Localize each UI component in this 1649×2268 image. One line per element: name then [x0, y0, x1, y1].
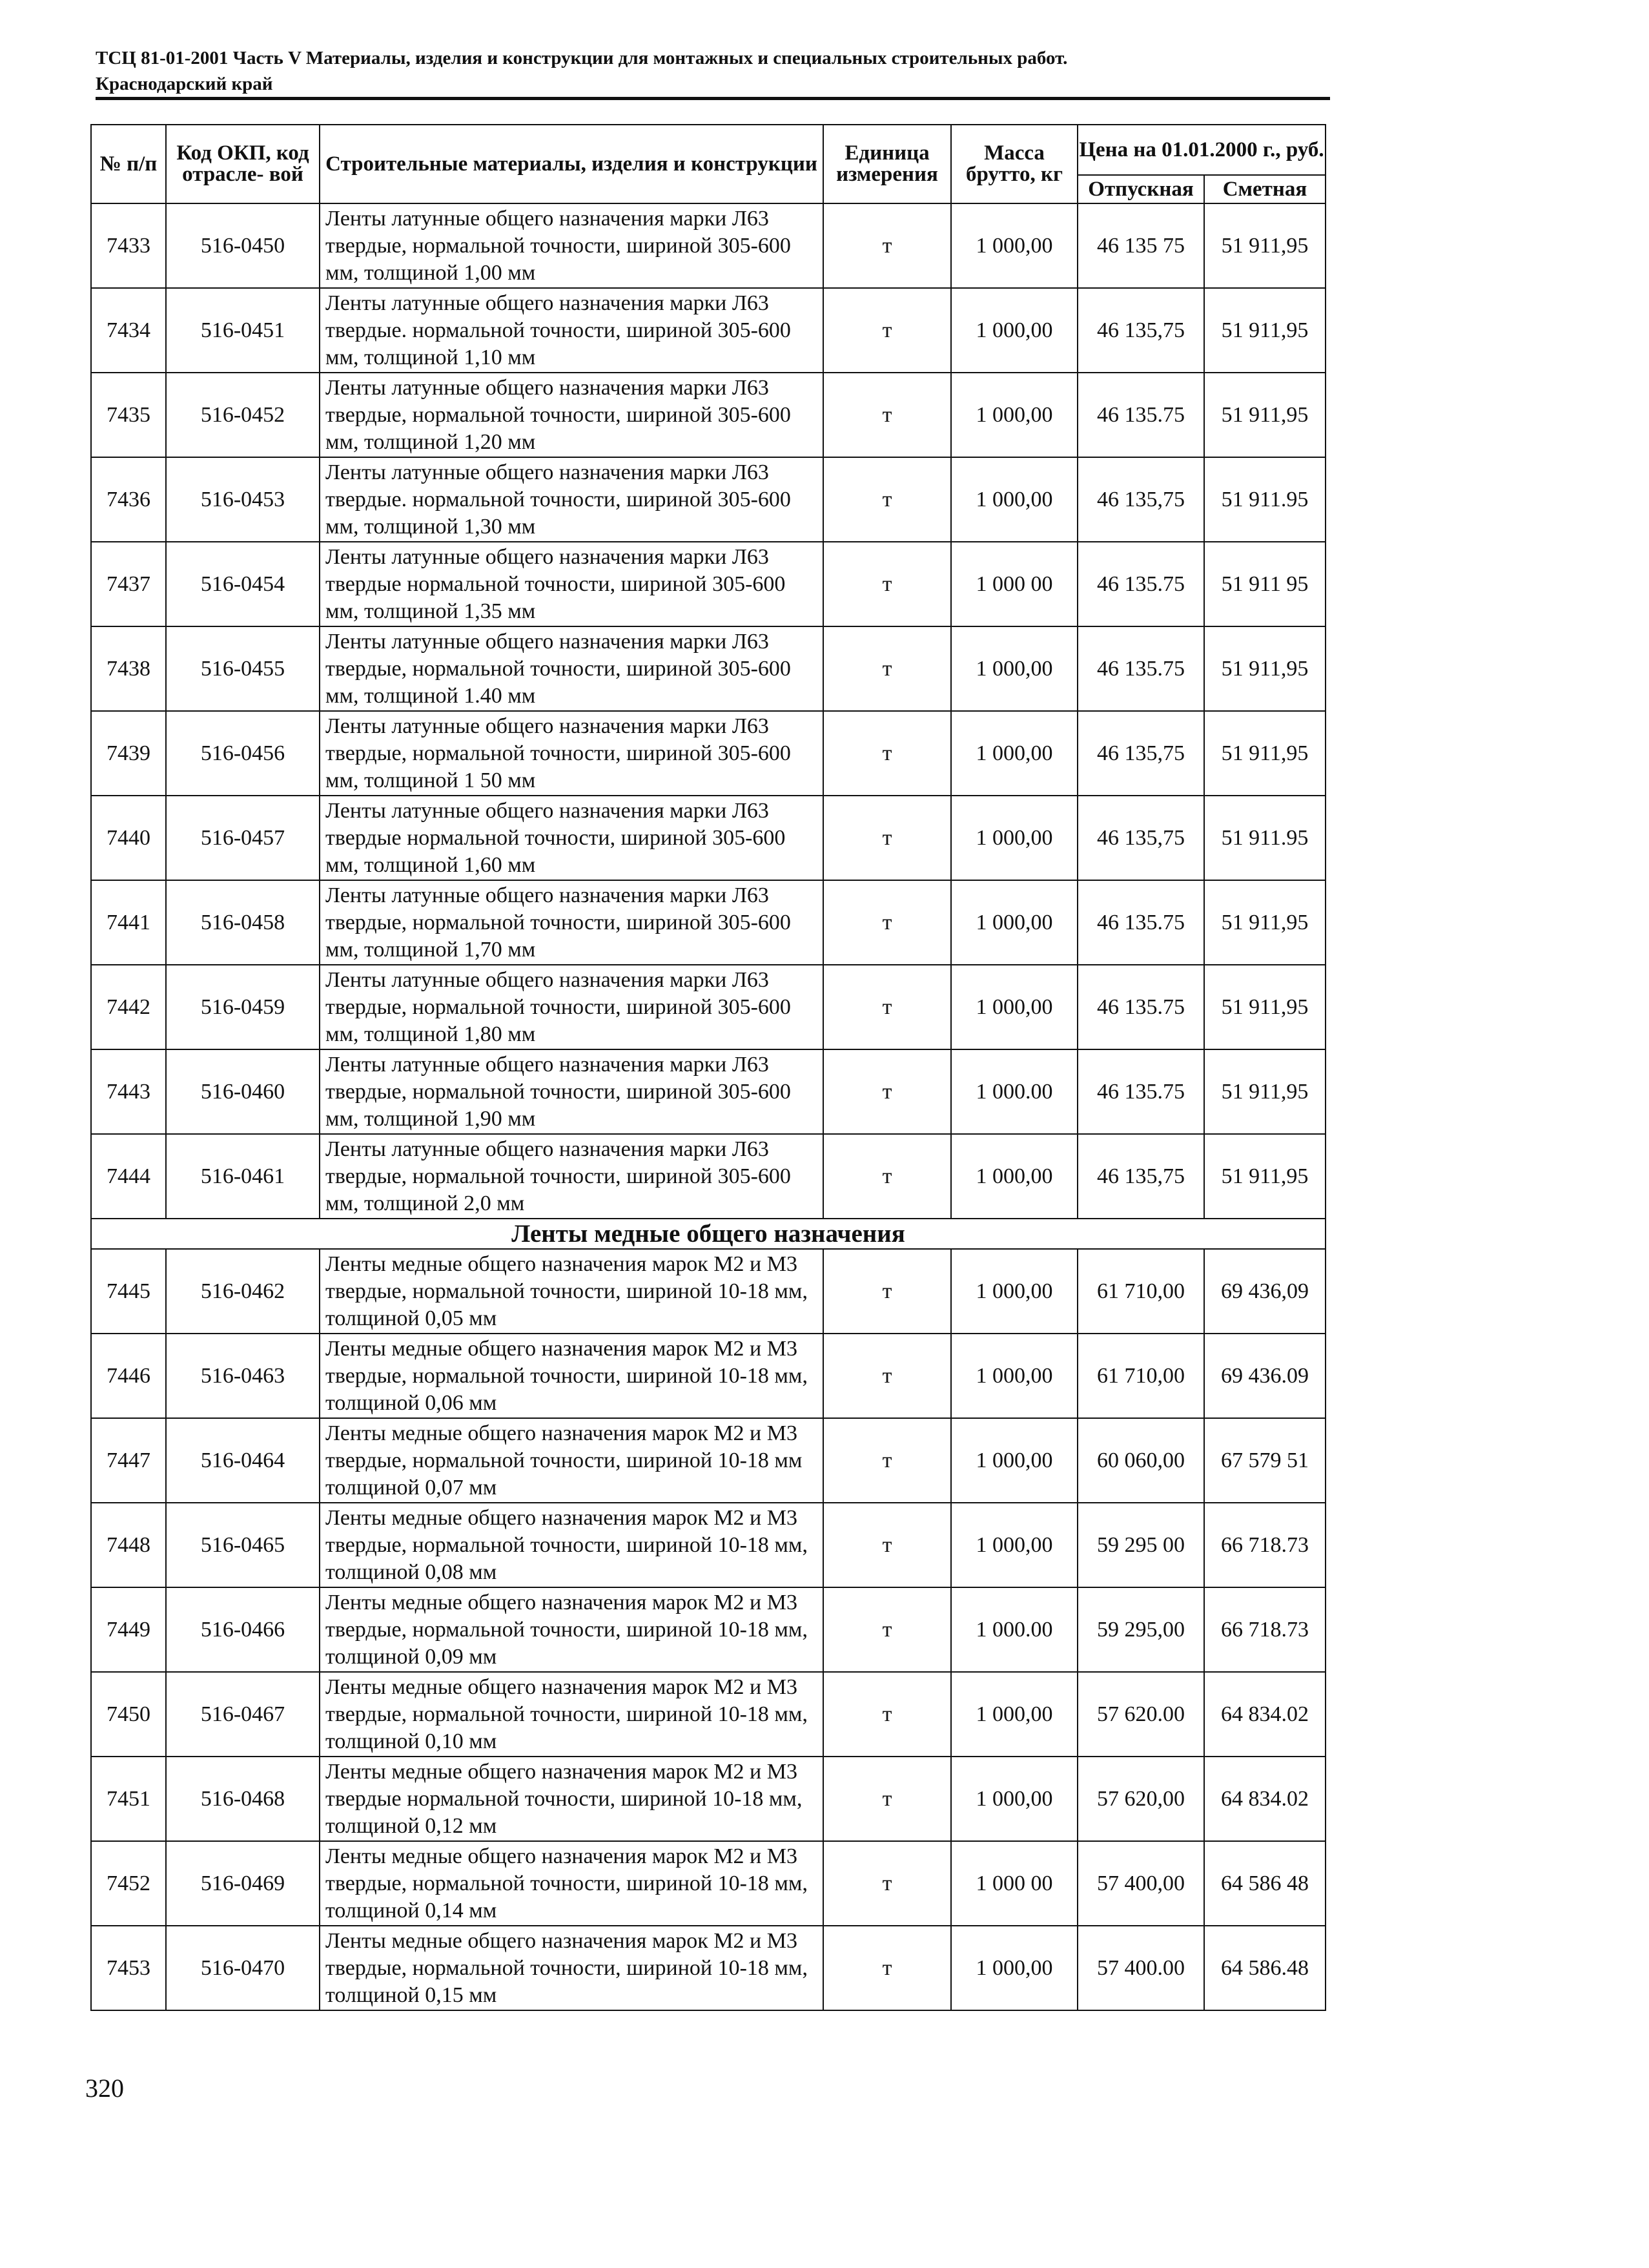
row-release-price: 57 400.00	[1078, 1926, 1204, 2010]
row-description: Ленты латунные общего назначения марки Л63 твердые нормальной точности, шириной 305-600 мм, толщиной 1,35 мм	[320, 542, 823, 626]
row-code: 516-0450	[166, 203, 320, 288]
col-code-header: Код ОКП, код отрасле- вой	[166, 125, 320, 203]
row-release-price: 46 135.75	[1078, 880, 1204, 965]
row-unit: т	[823, 880, 951, 965]
header-line-1: ТСЦ 81-01-2001 Часть V Материалы, изделия и конструкции для монтажных и специальных строительных работ.	[96, 48, 1068, 68]
row-code: 516-0454	[166, 542, 320, 626]
col-mass-header: Масса брутто, кг	[951, 125, 1078, 203]
row-release-price: 57 620,00	[1078, 1757, 1204, 1841]
row-unit: т	[823, 1049, 951, 1134]
row-estimate-price: 66 718.73	[1204, 1503, 1326, 1587]
row-code: 516-0453	[166, 457, 320, 542]
section-copper-rows	[91, 1249, 1326, 2010]
row-unit: т	[823, 1134, 951, 1219]
row-number: 7441	[91, 880, 166, 965]
row-code: 516-0462	[166, 1249, 320, 1334]
table-row	[91, 1334, 1326, 1418]
row-number: 7435	[91, 373, 166, 457]
row-code: 516-0466	[166, 1587, 320, 1672]
row-description: Ленты медные общего назначения марок М2 и М3 твердые, нормальной точности, шириной 10-18 мм, толщиной 0,06 мм	[320, 1334, 823, 1418]
table-row	[91, 457, 1326, 542]
row-release-price: 46 135.75	[1078, 373, 1204, 457]
table-row	[91, 626, 1326, 711]
row-release-price: 61 710,00	[1078, 1249, 1204, 1334]
price-table	[90, 124, 1326, 2011]
row-estimate-price: 51 911,95	[1204, 1134, 1326, 1219]
row-code: 516-0467	[166, 1672, 320, 1757]
row-code: 516-0457	[166, 796, 320, 880]
row-mass: 1 000,00	[951, 796, 1078, 880]
row-code: 516-0470	[166, 1926, 320, 2010]
table-row	[91, 965, 1326, 1049]
row-code: 516-0451	[166, 288, 320, 373]
row-mass: 1 000,00	[951, 1926, 1078, 2010]
row-number: 7452	[91, 1841, 166, 1926]
row-description: Ленты латунные общего назначения марки Л63 твердые нормальной точности, шириной 305-600 мм, толщиной 1,60 мм	[320, 796, 823, 880]
row-unit: т	[823, 542, 951, 626]
row-release-price: 46 135,75	[1078, 457, 1204, 542]
header-rule	[96, 97, 1330, 100]
row-release-price: 57 620.00	[1078, 1672, 1204, 1757]
col-price-header: Цена на 01.01.2000 г., руб.	[1078, 125, 1326, 175]
row-code: 516-0456	[166, 711, 320, 796]
row-number: 7443	[91, 1049, 166, 1134]
row-estimate-price: 51 911,95	[1204, 880, 1326, 965]
table-row	[91, 1134, 1326, 1219]
row-release-price: 46 135 75	[1078, 203, 1204, 288]
row-unit: т	[823, 373, 951, 457]
row-mass: 1 000.00	[951, 1587, 1078, 1672]
row-description: Ленты латунные общего назначения марки Л63 твердые, нормальной точности, шириной 305-600 мм, толщиной 1,80 мм	[320, 965, 823, 1049]
row-release-price: 46 135.75	[1078, 965, 1204, 1049]
section-title-group	[91, 1219, 1326, 1249]
table-row	[91, 1418, 1326, 1503]
row-code: 516-0460	[166, 1049, 320, 1134]
row-description: Ленты латунные общего назначения марки Л63 твердые, нормальной точности, шириной 305-600 мм, толщиной 1,90 мм	[320, 1049, 823, 1134]
row-code: 516-0455	[166, 626, 320, 711]
row-description: Ленты медные общего назначения марок М2 и М3 твердые нормальной точности, шириной 10-18 мм, толщиной 0,12 мм	[320, 1757, 823, 1841]
table-row	[91, 796, 1326, 880]
row-description: Ленты медные общего назначения марок М2 и М3 твердые, нормальной точности, шириной 10-18 мм, толщиной 0,14 мм	[320, 1841, 823, 1926]
row-estimate-price: 51 911,95	[1204, 203, 1326, 288]
row-code: 516-0464	[166, 1418, 320, 1503]
row-estimate-price: 64 834.02	[1204, 1757, 1326, 1841]
row-unit: т	[823, 1757, 951, 1841]
header-line-2: Краснодарский край	[96, 74, 273, 94]
row-mass: 1 000,00	[951, 711, 1078, 796]
row-estimate-price: 51 911.95	[1204, 457, 1326, 542]
table-row	[91, 880, 1326, 965]
row-mass: 1 000,00	[951, 1334, 1078, 1418]
row-number: 7450	[91, 1672, 166, 1757]
row-unit: т	[823, 1672, 951, 1757]
row-number: 7437	[91, 542, 166, 626]
row-estimate-price: 64 586 48	[1204, 1841, 1326, 1926]
row-estimate-price: 51 911,95	[1204, 626, 1326, 711]
col-name-header: Строительные материалы, изделия и конструкции	[320, 125, 823, 203]
row-unit: т	[823, 1249, 951, 1334]
col-estimate-header: Сметная	[1204, 175, 1326, 203]
row-unit: т	[823, 1926, 951, 2010]
row-number: 7442	[91, 965, 166, 1049]
row-release-price: 59 295,00	[1078, 1587, 1204, 1672]
row-mass: 1 000 00	[951, 1841, 1078, 1926]
row-mass: 1 000.00	[951, 1049, 1078, 1134]
row-number: 7451	[91, 1757, 166, 1841]
section-title: Ленты медные общего назначения	[91, 1219, 1326, 1249]
row-unit: т	[823, 1503, 951, 1587]
row-mass: 1 000,00	[951, 1134, 1078, 1219]
row-description: Ленты медные общего назначения марок М2 и М3 твердые, нормальной точности, шириной 10-18 мм, толщиной 0,10 мм	[320, 1672, 823, 1757]
row-release-price: 59 295 00	[1078, 1503, 1204, 1587]
row-description: Ленты медные общего назначения марок М2 и М3 твердые, нормальной точности, шириной 10-18 мм, толщиной 0,05 мм	[320, 1249, 823, 1334]
row-estimate-price: 51 911.95	[1204, 796, 1326, 880]
table-row	[91, 373, 1326, 457]
row-description: Ленты латунные общего назначения марки Л63 твердые, нормальной точности, шириной 305-600 мм, толщиной 1.40 мм	[320, 626, 823, 711]
row-release-price: 57 400,00	[1078, 1841, 1204, 1926]
row-mass: 1 000,00	[951, 965, 1078, 1049]
row-estimate-price: 51 911,95	[1204, 711, 1326, 796]
row-number: 7445	[91, 1249, 166, 1334]
row-release-price: 46 135,75	[1078, 711, 1204, 796]
row-estimate-price: 51 911,95	[1204, 288, 1326, 373]
table-row	[91, 1757, 1326, 1841]
row-estimate-price: 64 586.48	[1204, 1926, 1326, 2010]
row-code: 516-0458	[166, 880, 320, 965]
row-unit: т	[823, 203, 951, 288]
row-mass: 1 000,00	[951, 1757, 1078, 1841]
row-description: Ленты латунные общего назначения марки Л63 твердые. нормальной точности, шириной 305-600 мм, толщиной 1,30 мм	[320, 457, 823, 542]
col-unit-header: Единица измерения	[823, 125, 951, 203]
row-description: Ленты медные общего назначения марок М2 и М3 твердые, нормальной точности, шириной 10-18 мм, толщиной 0,08 мм	[320, 1503, 823, 1587]
row-estimate-price: 51 911,95	[1204, 373, 1326, 457]
row-number: 7439	[91, 711, 166, 796]
table-header	[91, 125, 1326, 203]
row-code: 516-0469	[166, 1841, 320, 1926]
row-mass: 1 000,00	[951, 203, 1078, 288]
row-mass: 1 000,00	[951, 288, 1078, 373]
row-description: Ленты латунные общего назначения марки Л63 твердые, нормальной точности, шириной 305-600 мм, толщиной 1,20 мм	[320, 373, 823, 457]
row-release-price: 46 135,75	[1078, 1134, 1204, 1219]
row-description: Ленты медные общего назначения марок М2 и М3 твердые, нормальной точности, шириной 10-18 мм толщиной 0,07 мм	[320, 1418, 823, 1503]
row-mass: 1 000,00	[951, 1249, 1078, 1334]
table-row	[91, 1249, 1326, 1334]
row-release-price: 46 135,75	[1078, 796, 1204, 880]
row-unit: т	[823, 1841, 951, 1926]
table-row	[91, 1503, 1326, 1587]
row-number: 7444	[91, 1134, 166, 1219]
table-row	[91, 203, 1326, 288]
row-number: 7438	[91, 626, 166, 711]
row-mass: 1 000,00	[951, 457, 1078, 542]
row-mass: 1 000,00	[951, 880, 1078, 965]
row-description: Ленты медные общего назначения марок М2 и М3 твердые, нормальной точности, шириной 10-18 мм, толщиной 0,09 мм	[320, 1587, 823, 1672]
row-release-price: 61 710,00	[1078, 1334, 1204, 1418]
row-unit: т	[823, 711, 951, 796]
table-row	[91, 711, 1326, 796]
row-release-price: 46 135,75	[1078, 288, 1204, 373]
table-row	[91, 1926, 1326, 2010]
table-row	[91, 542, 1326, 626]
row-number: 7433	[91, 203, 166, 288]
row-estimate-price: 69 436.09	[1204, 1334, 1326, 1418]
row-estimate-price: 64 834.02	[1204, 1672, 1326, 1757]
row-unit: т	[823, 965, 951, 1049]
row-mass: 1 000,00	[951, 1418, 1078, 1503]
row-number: 7440	[91, 796, 166, 880]
row-estimate-price: 51 911 95	[1204, 542, 1326, 626]
row-unit: т	[823, 1334, 951, 1418]
row-mass: 1 000,00	[951, 1672, 1078, 1757]
row-description: Ленты латунные общего назначения марки Л63 твердые, нормальной точности, шириной 305-600 мм, толщиной 2,0 мм	[320, 1134, 823, 1219]
row-number: 7453	[91, 1926, 166, 2010]
table-row	[91, 1049, 1326, 1134]
row-description: Ленты латунные общего назначения марки Л63 твердые, нормальной точности, шириной 305-600 мм, толщиной 1 50 мм	[320, 711, 823, 796]
row-code: 516-0463	[166, 1334, 320, 1418]
row-description: Ленты медные общего назначения марок М2 и М3 твердые, нормальной точности, шириной 10-18 мм, толщиной 0,15 мм	[320, 1926, 823, 2010]
page-header	[96, 45, 1329, 97]
row-estimate-price: 66 718.73	[1204, 1587, 1326, 1672]
row-code: 516-0459	[166, 965, 320, 1049]
page-number: 320	[85, 2074, 124, 2103]
row-release-price: 60 060,00	[1078, 1418, 1204, 1503]
row-description: Ленты латунные общего назначения марки Л63 твердые, нормальной точности, шириной 305-600 мм, толщиной 1,00 мм	[320, 203, 823, 288]
row-code: 516-0465	[166, 1503, 320, 1587]
row-release-price: 46 135.75	[1078, 542, 1204, 626]
table-row	[91, 1672, 1326, 1757]
table-row	[91, 1841, 1326, 1926]
row-unit: т	[823, 626, 951, 711]
section-latun-rows	[91, 203, 1326, 1219]
row-number: 7436	[91, 457, 166, 542]
row-number: 7434	[91, 288, 166, 373]
row-number: 7447	[91, 1418, 166, 1503]
row-mass: 1 000 00	[951, 542, 1078, 626]
col-num-header: № п/п	[91, 125, 166, 203]
row-unit: т	[823, 457, 951, 542]
row-code: 516-0452	[166, 373, 320, 457]
row-estimate-price: 67 579 51	[1204, 1418, 1326, 1503]
row-unit: т	[823, 796, 951, 880]
row-release-price: 46 135.75	[1078, 626, 1204, 711]
row-mass: 1 000,00	[951, 373, 1078, 457]
row-unit: т	[823, 288, 951, 373]
row-mass: 1 000,00	[951, 626, 1078, 711]
row-description: Ленты латунные общего назначения марки Л63 твердые, нормальной точности, шириной 305-600 мм, толщиной 1,70 мм	[320, 880, 823, 965]
row-number: 7446	[91, 1334, 166, 1418]
row-code: 516-0468	[166, 1757, 320, 1841]
row-release-price: 46 135.75	[1078, 1049, 1204, 1134]
row-mass: 1 000,00	[951, 1503, 1078, 1587]
row-unit: т	[823, 1587, 951, 1672]
row-unit: т	[823, 1418, 951, 1503]
row-description: Ленты латунные общего назначения марки Л63 твердые. нормальной точности, шириной 305-600 мм, толщиной 1,10 мм	[320, 288, 823, 373]
col-release-header: Отпускная	[1078, 175, 1204, 203]
row-number: 7448	[91, 1503, 166, 1587]
row-number: 7449	[91, 1587, 166, 1672]
row-estimate-price: 51 911,95	[1204, 965, 1326, 1049]
row-estimate-price: 69 436,09	[1204, 1249, 1326, 1334]
table-row	[91, 288, 1326, 373]
table-row	[91, 1587, 1326, 1672]
row-code: 516-0461	[166, 1134, 320, 1219]
row-estimate-price: 51 911,95	[1204, 1049, 1326, 1134]
